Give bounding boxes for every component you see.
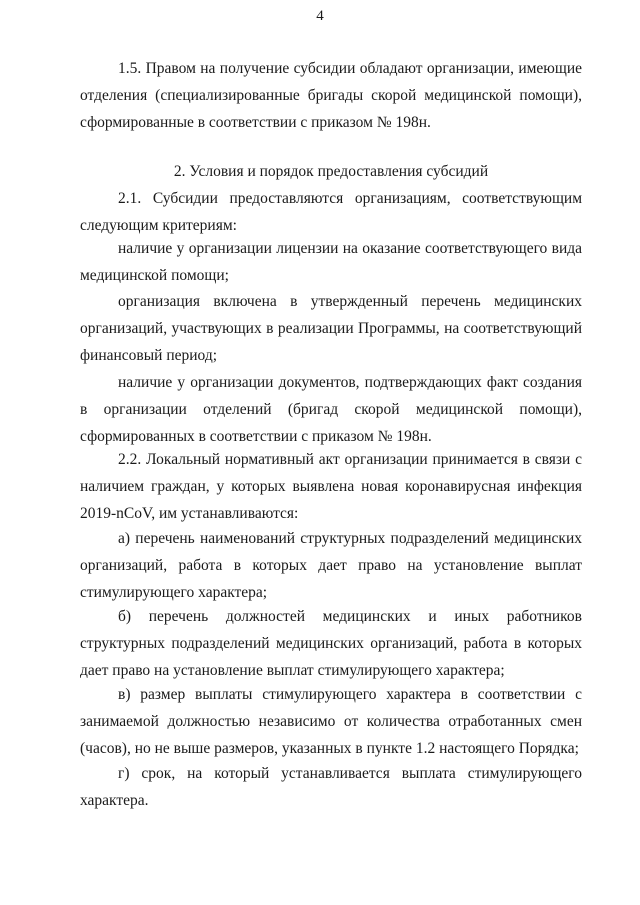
list-item-b: б) перечень должностей медицинских и иных работников структурных подразделений медицинских организаций, работа в которых дает право на установление выплат стимулирующего характера; xyxy=(80,608,582,679)
section-2-heading: 2. Условия и порядок предоставления субсидий xyxy=(173,163,489,180)
paragraph-1-5: 1.5. Правом на получение субсидии обладают организации, имеющие отделения (специализированные бригады скорой медицинской помощи), сформированные в соответствии с приказом № 198н. xyxy=(80,60,582,131)
criterion-approved-list: организация включена в утвержденный перечень медицинских организаций, участвующих в реализации Программы, на соответствующий финансовый период; xyxy=(80,293,582,364)
list-item-a: а) перечень наименований структурных подразделений медицинских организаций, работа в которых дает право на установление выплат стимулирующего характера; xyxy=(80,530,582,601)
criterion-documents: наличие у организации документов, подтверждающих факт создания в организации отделений (бригад скорой медицинской помощи), сформированных в соответствии с приказом № 198н. xyxy=(80,374,582,445)
criterion-license: наличие у организации лицензии на оказание соответствующего вида медицинской помощи; xyxy=(80,240,582,284)
paragraph-2-1: 2.1. Субсидии предоставляются организациям, соответствующим следующим критериям: xyxy=(80,190,582,234)
list-item-v: в) размер выплаты стимулирующего характера в соответствии с занимаемой должностью независимо от количества отработанных смен (часов), но не выше размеров, указанных в пункте 1.2 настоящего Порядка; xyxy=(80,686,582,757)
paragraph-2-2: 2.2. Локальный нормативный акт организации принимается в связи с наличием граждан, у которых выявлена новая коронавирусная инфекция 2019-nCoV, им устанавливаются: xyxy=(80,451,582,522)
page-number: 4 xyxy=(316,8,324,24)
list-item-g: г) срок, на который устанавливается выплата стимулирующего характера. xyxy=(80,765,582,809)
